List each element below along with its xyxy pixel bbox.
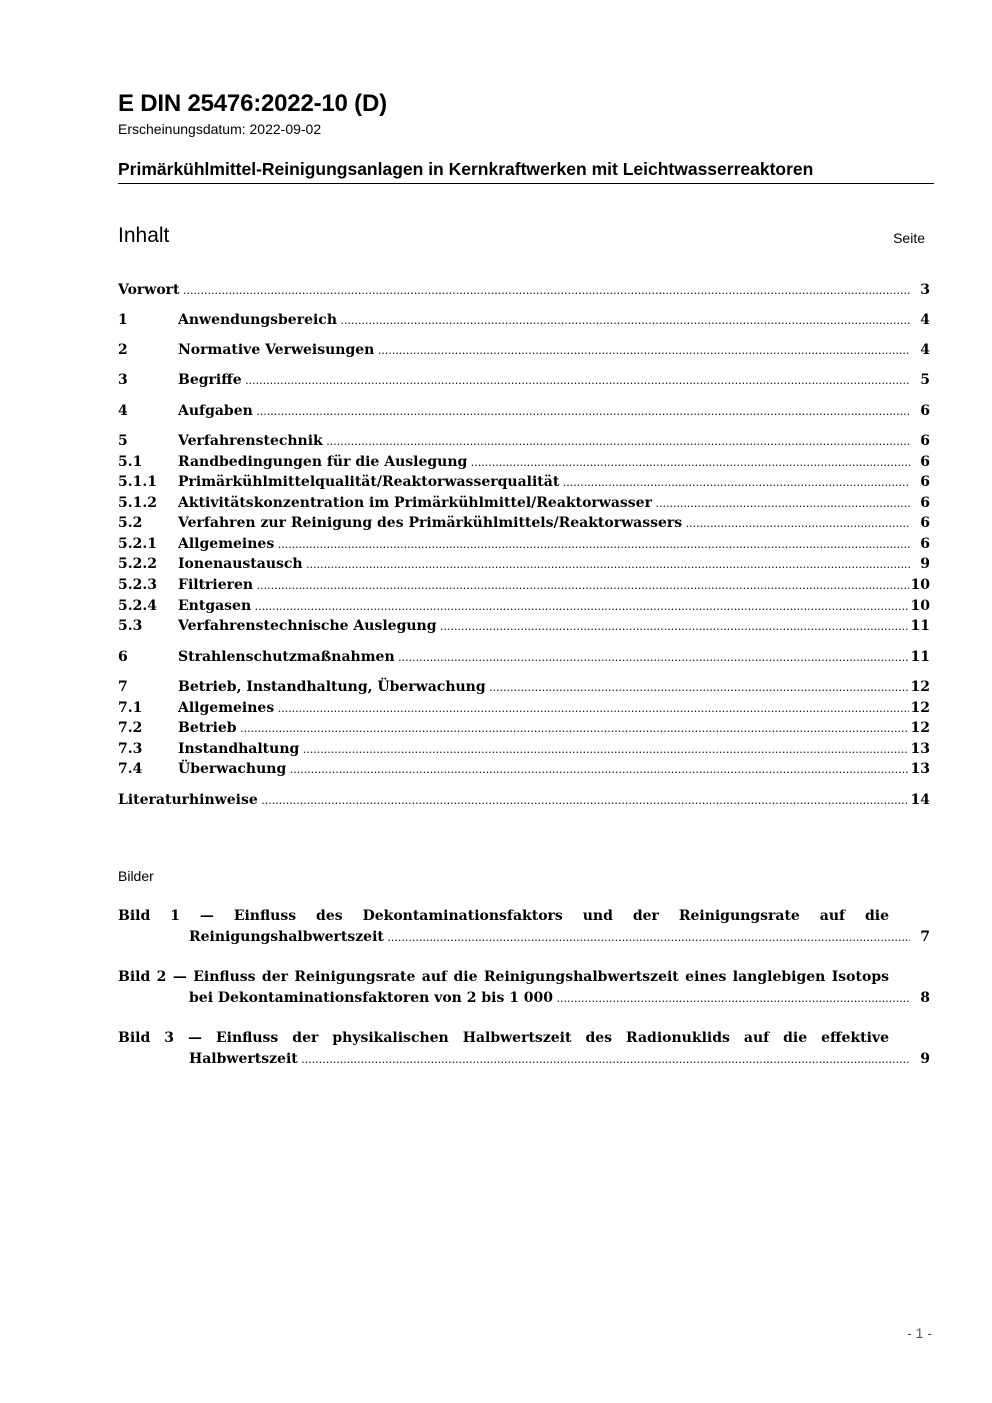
toc-entry-page: 6 [920,515,930,531]
toc-entry-page: 6 [920,433,930,449]
toc-entry-title: Randbedingungen für die Auslegung ..... [178,452,910,473]
toc-entry-title: Betrieb, Instandhaltung, Überwachung ..... [178,677,910,698]
toc-entry-5[interactable] [118,431,930,451]
toc-entry-page: 12 [910,679,930,695]
toc-entry-title: Verfahrenstechnik ..... [178,431,910,452]
toc-entry-number: 7.1 [118,700,143,716]
toc-entry-page: 6 [920,536,930,552]
figure-entry-caption-cont: Reinigungshalbwertszeit ..... [189,927,910,948]
toc-entry-page: 6 [920,474,930,490]
toc-entry-title: Ionenaustausch ..... [178,554,910,575]
toc-entry-page: 4 [920,312,930,328]
toc-entry-page: 3 [920,282,930,298]
publication-date: Erscheinungsdatum: 2022-09-02 [118,121,322,137]
toc-entry-6[interactable] [118,647,930,667]
figure-entry-3[interactable] [118,1028,930,1070]
toc-entry-title: Literaturhinweise ..... [118,790,910,811]
toc-entry-title: Filtrieren ..... [178,575,910,596]
figure-entry-page: 8 [918,988,930,1009]
toc-entry-title: Primärkühlmittelqualität/Reaktorwasserqualität ..... [178,472,910,493]
toc-entry-number: 7.2 [118,720,143,736]
toc-entry-title: Allgemeines ..... [178,534,910,555]
toc-entry-title: Betrieb ..... [178,718,910,739]
toc-entry-number: 2 [118,342,128,358]
figure-entry-page: 9 [918,1049,930,1070]
toc-entry-number: 5.2.4 [118,598,157,614]
toc-entry-number: 5 [118,433,128,449]
toc-entry-page: 6 [920,495,930,511]
toc-entry-number: 6 [118,649,128,665]
toc-entry-5-3[interactable] [118,616,930,636]
toc-entry-5-1-1[interactable] [118,472,930,492]
figure-entry-1[interactable] [118,906,930,948]
toc-entry-page: 6 [920,454,930,470]
toc-entry-title: Überwachung ..... [178,759,910,780]
toc-entry-number: 7.4 [118,761,143,777]
toc-entry-3[interactable] [118,370,930,390]
toc-entry-1[interactable] [118,310,930,330]
toc-entry-number: 7 [118,679,128,695]
document-id: E DIN 25476:2022-10 (D) [118,90,387,117]
toc-entry-number: 3 [118,372,128,388]
toc-entry-number: 5.1.1 [118,474,157,490]
toc-entry-number: 5.1 [118,454,143,470]
toc-entry-7-3[interactable] [118,739,930,759]
toc-entry-number: 5.2.1 [118,536,157,552]
toc-entry-5-2-4[interactable] [118,596,930,616]
toc-entry-7-2[interactable] [118,718,930,738]
toc-entry-7[interactable] [118,677,930,697]
toc-entry-7-4[interactable] [118,759,930,779]
toc-entry-5-2[interactable] [118,513,930,533]
figure-entry-caption: Bild 2 — Einfluss der Reinigungsrate auf die Reinigungshalbwertszeit eines langlebigen Isotops [118,969,889,985]
toc-entry-number: 1 [118,312,128,328]
figure-entry-caption: Bild 3 — Einfluss der physikalischen Halbwertszeit des Radionuklids auf die effektive [118,1030,889,1046]
toc-entry-page: 4 [920,342,930,358]
toc-entry-page: 13 [910,741,930,757]
figures-label: Bilder [118,868,154,884]
toc-entry-title: Verfahrenstechnische Auslegung ..... [178,616,910,637]
toc-entry-page: 11 [910,618,930,634]
toc-entry-title: Normative Verweisungen ..... [178,340,910,361]
figure-entry-caption-cont: Halbwertszeit ..... [189,1049,910,1070]
toc-entry-4[interactable] [118,401,930,421]
toc-entry-title: Entgasen ..... [178,596,910,617]
toc-entry-page: 11 [910,649,930,665]
toc-entry-5-1[interactable] [118,452,930,472]
toc-entry-5-2-1[interactable] [118,534,930,554]
figure-entry-caption-cont: bei Dekontaminationsfaktoren von 2 bis 1 000 ..... [189,988,910,1009]
page-number: - 1 - [907,1325,932,1341]
toc-entry-number: 5.2.3 [118,577,157,593]
toc-entry-title: Verfahren zur Reinigung des Primärkühlmittels/Reaktorwassers ..... [178,513,910,534]
toc-entry-number: 5.2 [118,515,143,531]
toc-entry-literaturhinweise[interactable] [118,790,930,810]
toc-entry-5-2-2[interactable] [118,554,930,574]
figure-entry-caption: Bild 1 — Einfluss des Dekontaminationsfaktors und der Reinigungsrate auf die [118,908,889,924]
toc-entry-7-1[interactable] [118,698,930,718]
toc-entry-title: Allgemeines ..... [178,698,910,719]
toc-entry-page: 12 [910,700,930,716]
toc-entry-title: Vorwort ..... [118,280,910,301]
figure-entry-2[interactable] [118,967,930,1009]
toc-entry-number: 5.1.2 [118,495,157,511]
toc-entry-page: 10 [910,577,930,593]
figure-entry-page: 7 [918,927,930,948]
toc-entry-page: 6 [920,403,930,419]
toc-entry-page: 14 [910,792,930,808]
toc-entry-5-1-2[interactable] [118,493,930,513]
toc-entry-number: 5.3 [118,618,143,634]
toc-entry-5-2-3[interactable] [118,575,930,595]
toc-entry-2[interactable] [118,340,930,360]
toc-entry-title: Strahlenschutzmaßnahmen ..... [178,647,910,668]
toc-entry-title: Anwendungsbereich ..... [178,310,910,331]
toc-entry-page: 12 [910,720,930,736]
toc-entry-page: 5 [920,372,930,388]
toc-entry-number: 4 [118,403,128,419]
toc-entry-number: 7.3 [118,741,143,757]
toc-page-label: Seite [893,230,925,246]
document-title: Primärkühlmittel-Reinigungsanlagen in Kernkraftwerken mit Leichtwasserreaktoren [118,159,814,179]
toc-entry-title: Begriffe ..... [178,370,910,391]
toc-entry-page: 9 [920,556,930,572]
toc-heading: Inhalt [118,224,170,247]
toc-entry-number: 5.2.2 [118,556,157,572]
toc-entry-page: 10 [910,598,930,614]
toc-entry-page: 13 [910,761,930,777]
toc-entry-vorwort[interactable] [118,280,930,300]
toc-entry-title: Aufgaben ..... [178,401,910,422]
toc-entry-title: Instandhaltung ..... [178,739,910,760]
title-rule [118,183,934,184]
toc-entry-title: Aktivitätskonzentration im Primärkühlmittel/Reaktorwasser ..... [178,493,910,514]
